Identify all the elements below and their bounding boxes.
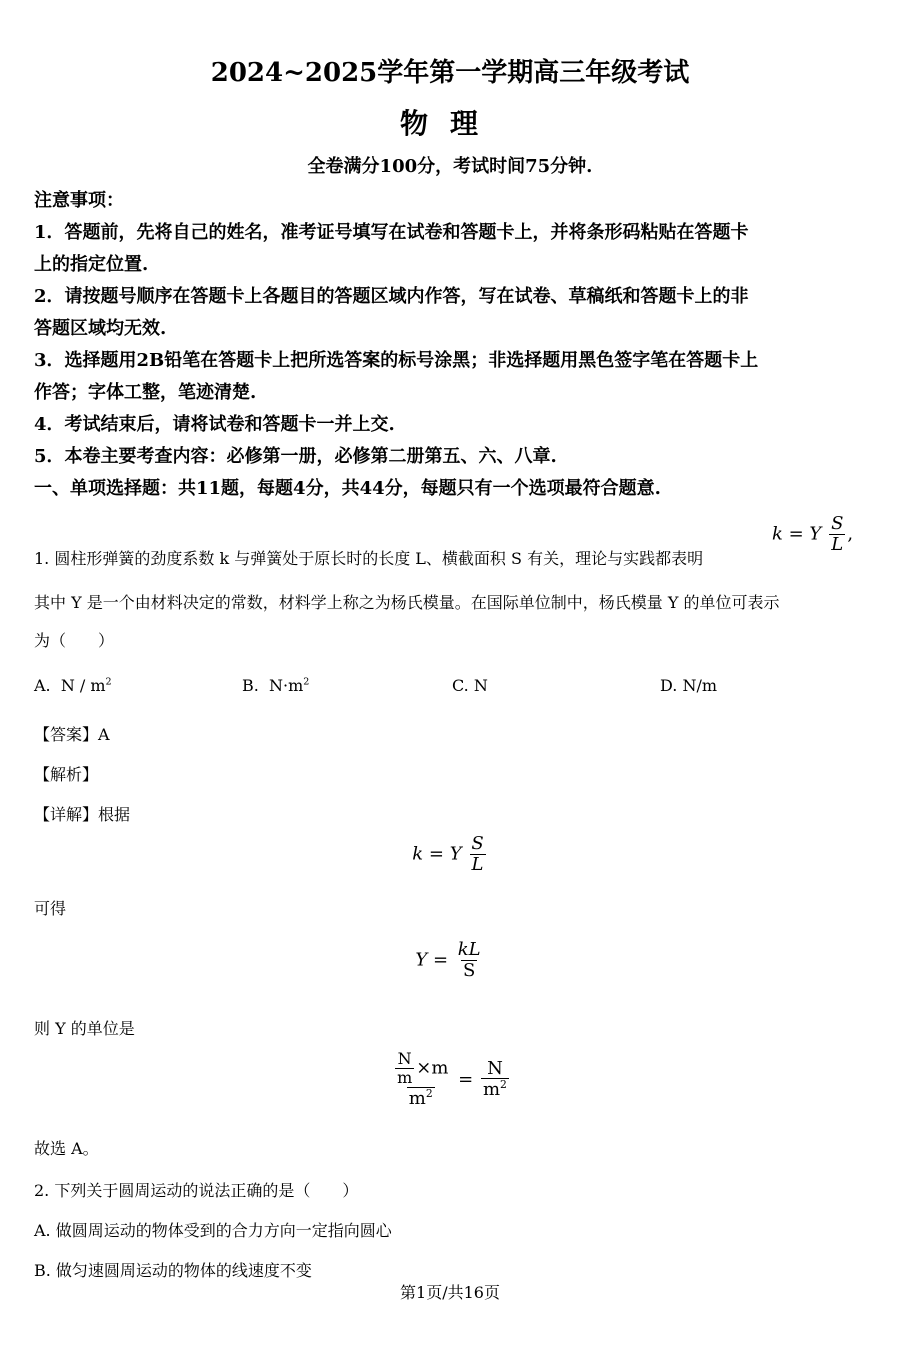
- section-heading: 一、单项选择题：共11题，每题4分，共44分，每题只有一个选项最符合题意.: [34, 478, 661, 499]
- eq-young-expression: Y = $\frac{kL}{S}$: [415, 939, 481, 981]
- notice-line: 3．选择题用2B铅笔在答题卡上把所选答案的标号涂黑；非选择题用黑色签字笔在答题卡上: [34, 350, 759, 371]
- exam-title: 2024~2025学年第一学期高三年级考试: [210, 58, 690, 88]
- q1-option-a: A. N / $m^2$: [34, 676, 112, 695]
- q1-option-b: B. $N\cdot m^2$: [242, 676, 310, 695]
- q1-unit-line: 则 Y 的单位是: [34, 1019, 135, 1038]
- q1-option-c: C. N: [452, 676, 488, 695]
- q1-stem-line: 其中 Y 是一个由材料决定的常数，材料学上称之为杨氏模量。在国际单位制中，杨氏模量 Y 的单位可表示: [34, 593, 780, 612]
- formula-lhs: k = Y: [772, 523, 822, 545]
- q1-detail: 【详解】根据: [34, 805, 131, 824]
- q1-analysis: 【解析】: [34, 765, 99, 784]
- q1-stem-line: 1. 圆柱形弹簧的劲度系数 k 与弹簧处于原长时的长度 L、横截面积 S 有关，理论与实践都表明: [34, 549, 704, 568]
- q2-stem: 2. 下列关于圆周运动的说法正确的是（ ）: [34, 1181, 359, 1200]
- notice-line: 作答；字体工整，笔迹清楚.: [34, 382, 257, 403]
- notice-line: 4．考试结束后，请将试卷和答题卡一并上交.: [34, 414, 395, 435]
- notice-line: 上的指定位置.: [34, 254, 149, 275]
- subject-title: 物理: [399, 107, 500, 140]
- eq-unit-derivation: $\frac{N}{m}$ ×m $m^2$ = $\frac{N}{m^2}$: [397, 1049, 507, 1109]
- eq-hooke-young: k = Y $\frac{S}{L}$: [412, 833, 484, 875]
- q1-conclusion: 故选 A。: [34, 1139, 99, 1158]
- notice-heading: 注意事项：: [34, 190, 124, 211]
- notice-line: 2．请按题号顺序在答题卡上各题目的答题区域内作答，写在试卷、草稿纸和答题卡上的非: [34, 286, 749, 307]
- q1-keyi: 可得: [34, 899, 67, 918]
- page-footer: 第1页/共16页: [400, 1283, 500, 1302]
- q1-formula: [772, 514, 853, 555]
- q1-answer: 【答案】A: [34, 725, 110, 744]
- notice-line: 1．答题前，先将自己的姓名，准考证号填写在试卷和答题卡上，并将条形码粘贴在答题卡: [34, 222, 749, 243]
- formula-numerator: S: [831, 513, 844, 534]
- formula-fraction: [829, 514, 845, 555]
- q2-option-a: A. 做圆周运动的物体受到的合力方向一定指向圆心: [34, 1221, 392, 1240]
- q1-stem-line: 为（ ）: [34, 631, 115, 650]
- exam-subtitle: 全卷满分100分，考试时间75分钟.: [307, 156, 593, 177]
- notice-line: 答题区域均无效.: [34, 318, 167, 339]
- q1-option-d: D. N/m: [660, 676, 717, 695]
- q2-option-b: B. 做匀速圆周运动的物体的线速度不变: [34, 1261, 312, 1280]
- notice-line: 5．本卷主要考查内容：必修第一册，必修第二册第五、六、八章.: [34, 446, 557, 467]
- formula-denominator: L: [831, 533, 844, 555]
- formula-comma: ,: [847, 523, 854, 545]
